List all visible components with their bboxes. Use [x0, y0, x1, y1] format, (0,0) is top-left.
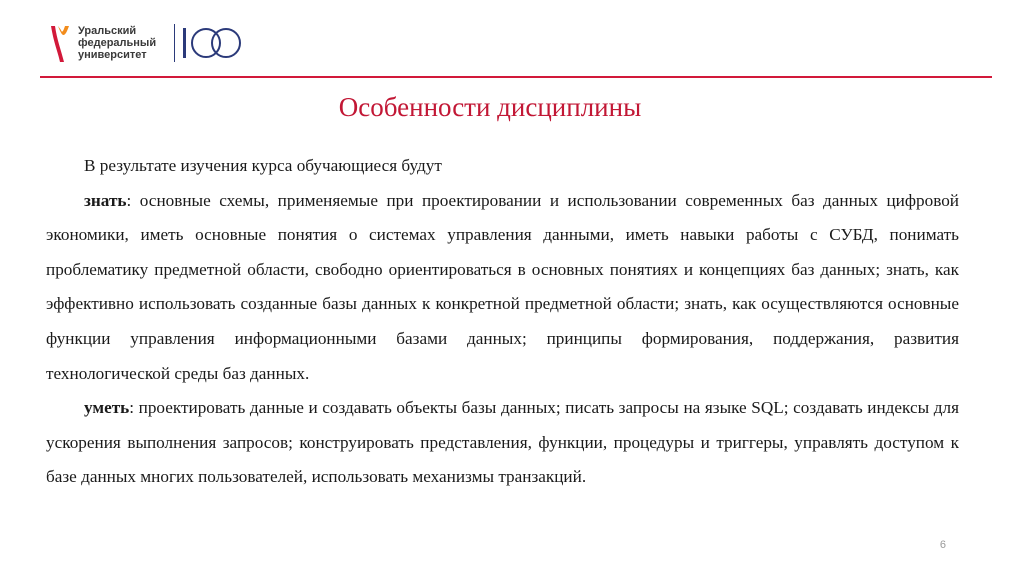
able-text: : проектировать данные и создавать объекты базы данных; писать запросы на языке SQL; создавать индексы для ускорения выполнения запросов; конструировать представления, функции, процедуры и триггеры, управлять доступом к базе данных многих пользователей, использовать механизмы транзакций.	[46, 398, 959, 487]
know-label: знать	[84, 190, 127, 210]
logo-line-2: федеральный	[78, 37, 157, 49]
university-logo	[48, 18, 251, 68]
header-divider	[40, 76, 992, 78]
anniversary-100-icon	[181, 22, 251, 64]
body-text	[46, 149, 959, 495]
page-number: 6	[939, 539, 946, 551]
able-label: уметь	[84, 398, 130, 418]
able-paragraph	[46, 391, 959, 495]
intro-paragraph: В результате изучения курса обучающиеся будут	[84, 156, 442, 175]
urfu-mark-icon	[48, 22, 72, 64]
slide-title: Особенности дисциплины	[338, 92, 642, 122]
logo-text	[78, 25, 156, 61]
know-text: : основные схемы, применяемые при проектировании и использовании современных баз данных цифровой экономики, иметь основные понятия о системах управления данными, иметь навыки работы с СУБД, понимать проблематику предметной области, свободно ориентироваться в основных понятиях и концепциях баз данных; знать, как эффективно использовать созданные базы данных к конкретной предметной области; знать, как осуществляются основные функции управления информационными базами данных; принципы формирования, поддержания, развития технологической среды баз данных.	[46, 190, 959, 383]
know-paragraph	[46, 184, 959, 392]
logo-line-1: Уральский	[78, 25, 137, 37]
logo-line-3: университет	[78, 49, 147, 61]
logo-divider	[174, 24, 175, 62]
